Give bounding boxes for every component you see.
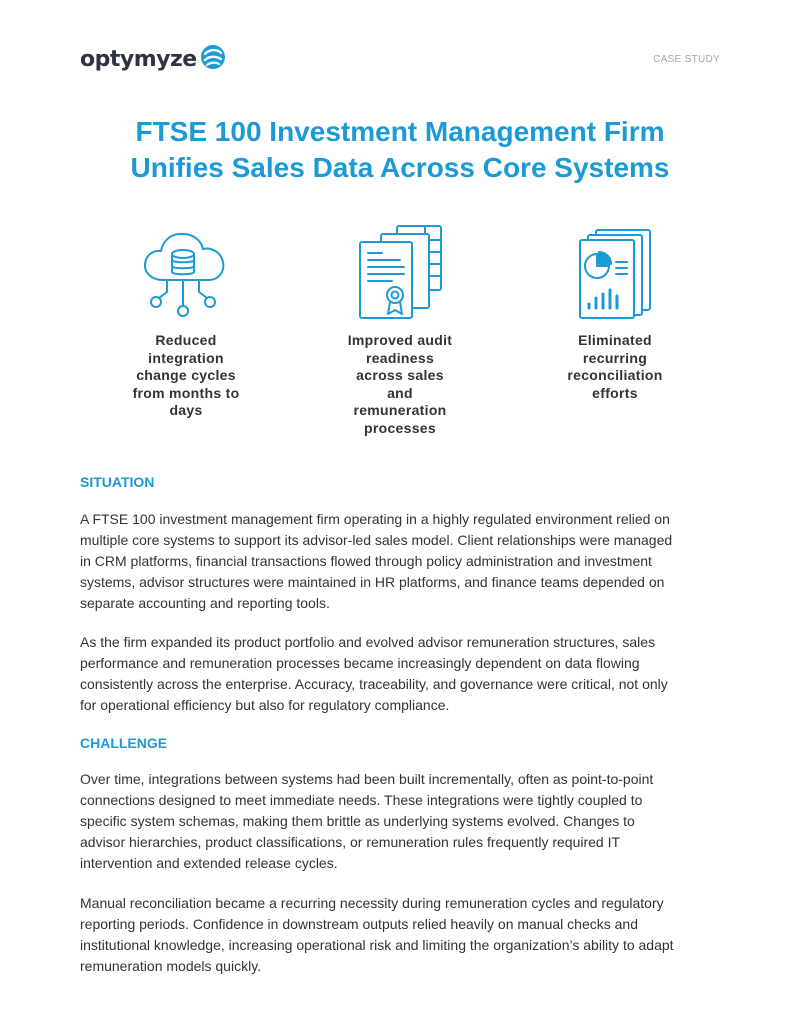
situation-heading: SITUATION: [80, 474, 155, 490]
logo-wordmark: optymyze: [80, 47, 197, 72]
situation-paragraph-1: A FTSE 100 investment management firm operating in a highly regulated environment relied on multiple core systems to support its advisor-led sales model. Client relationships were managed in CRM platforms, financial transactions flowed through policy administration and investment systems, advisor structures were maintained in HR platforms, and finance teams depended on separate accounting and reporting tools.: [80, 511, 673, 611]
certificate-documents-icon: [320, 220, 480, 324]
title-line-1: FTSE 100 Investment Management Firm: [135, 116, 665, 147]
feature-caption: Improved audit readiness across sales and remuneration processes: [347, 332, 453, 436]
page-title: [60, 114, 740, 186]
cloud-database-icon: [106, 220, 266, 324]
feature-integration: [106, 220, 266, 420]
feature-caption: Eliminated recurring reconciliation efforts: [567, 332, 663, 401]
swirl-logo-icon: [200, 44, 226, 75]
feature-reconciliation: [535, 220, 695, 402]
challenge-heading: CHALLENGE: [80, 735, 168, 751]
company-logo: [80, 44, 226, 75]
report-charts-icon: [535, 220, 695, 324]
challenge-paragraph-1: Over time, integrations between systems had been built incrementally, often as point-to-point connections designed to meet immediate needs. These integrations were tightly coupled to specific system schemas, making them brittle as underlying systems evolved. Changes to advisor hierarchies, product classifications, or remuneration rules frequently required IT intervention and extended release cycles.: [80, 771, 654, 871]
feature-audit: [320, 220, 480, 437]
situation-paragraph-2: As the firm expanded its product portfolio and evolved advisor remuneration structures, sales performance and remuneration processes became increasingly dependent on data flowing consistently across the enterprise. Accuracy, traceability, and governance were critical, not only for operational efficiency but also for regulatory compliance.: [80, 634, 668, 713]
feature-caption: Reduced integration change cycles from months to days: [132, 332, 240, 418]
document-type-label: CASE STUDY: [653, 54, 720, 65]
title-line-2: Unifies Sales Data Across Core Systems: [130, 152, 670, 183]
challenge-paragraph-2: Manual reconciliation became a recurring necessity during remuneration cycles and regulatory reporting periods. Confidence in downstream outputs relied heavily on manual checks and institutional knowledge, increasing operational risk and limiting the organization’s ability to adapt remuneration models quickly.: [80, 895, 674, 974]
